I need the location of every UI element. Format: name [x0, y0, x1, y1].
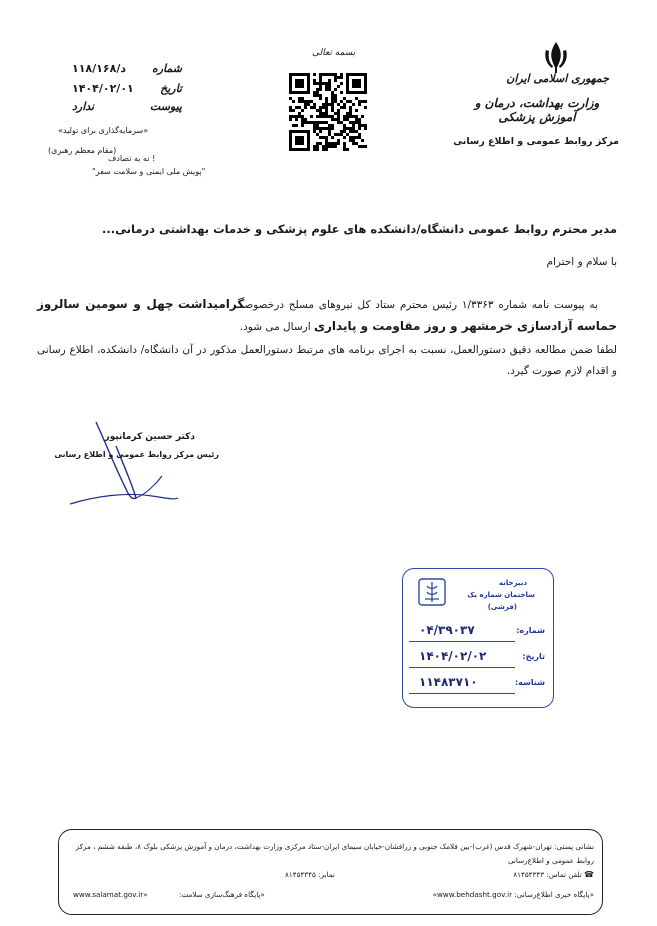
ministry-logo-icon [417, 577, 447, 607]
paragraph-request: لطفا ضمن مطالعه دقیق دستورالعمل، نسبت به اجرای برنامه های مرتبط دستورالعمل مذکور در آن دانشگاه/ دانشکده، اطلاع رسانی و اقدام لازم صورت گیرد. [37, 344, 617, 377]
footer-phone [513, 870, 594, 879]
stamp-date-value: ۱۴۰۴/۰۲/۰۲ [419, 649, 487, 663]
slogan-no-accident: ! نه به تصادف [108, 154, 156, 163]
letter-footer [58, 829, 603, 915]
letter-date [72, 82, 182, 95]
letter-attachment-value: ندارد [72, 100, 95, 113]
stamp-divider [409, 641, 515, 642]
iran-emblem-icon [540, 40, 572, 74]
paragraph-main [37, 294, 617, 338]
republic-title: جمهوری اسلامی ایران [506, 72, 609, 85]
stamp-id-label: شناسه: [514, 677, 545, 687]
stamp-date-label: تاریخ: [522, 651, 545, 661]
letter-date-value: ۱۴۰۴/۰۲/۰۱ [72, 82, 134, 95]
secretariat-stamp [402, 568, 554, 708]
paragraph-main-end: ارسال می شود. [239, 321, 311, 333]
letter-number-label: شماره [151, 62, 182, 75]
slogan-leader: (مقام معظم رهبری) [48, 146, 117, 155]
center-title: مرکز روابط عمومی و اطلاع رسانی [453, 136, 619, 147]
stamp-building: ساختمان شماره یک [467, 591, 535, 599]
phone-icon: ☎ [584, 870, 594, 879]
letter-number-value: د/۱۱۸/۱۶۸ [72, 62, 126, 75]
footer-news-site[interactable]: «پایگاه خبری اطلاع‌رسانی: www.behdasht.gov.ir» [432, 890, 594, 899]
signatory-name: دکتر حسین کرمانپور [104, 432, 195, 442]
footer-culture-url[interactable]: www.salamat.gov.ir» [73, 890, 148, 899]
stamp-id-row [419, 675, 545, 689]
stamp-number-label: شماره: [516, 625, 545, 635]
stamp-number-value: ۰۴/۳۹۰۳۷ [419, 623, 475, 637]
stamp-divider [409, 667, 515, 668]
stamp-farshi: (فرشی) [487, 603, 517, 611]
handwritten-signature [66, 414, 236, 514]
letter-attachment-label: پیوست [149, 100, 182, 113]
stamp-date-row [419, 649, 545, 663]
ministry-title: وزارت بهداشت، درمان و آموزش پزشکی [474, 96, 600, 124]
paragraph-main-subject: گرامیداشت چهل و سومین سالروز حماسه آزادسازی خرمشهر و روز مقاومت و پایداری [37, 297, 617, 333]
signatory-title: رئیس مرکز روابط عمومی و اطلاع رسانی [54, 450, 219, 459]
slogan-travel-safety: "پویش ملی ایمنی و سلامت سفر" [92, 167, 206, 176]
stamp-id-value: ۱۱۴۸۳۷۱۰ [419, 675, 478, 689]
footer-fax: نمابر: ۸۱۴۵۴۳۴۵ [285, 870, 335, 879]
slogan-investment: «سرمایه‌گذاری برای تولید» [58, 126, 149, 135]
letter-date-label: تاریخ [160, 82, 182, 95]
greeting: با سلام و احترام [546, 256, 617, 268]
stamp-number-row [419, 623, 545, 637]
stamp-divider [409, 693, 515, 694]
footer-culture-label: «پایگاه فرهنگ‌سازی سلامت: [179, 890, 265, 899]
letter-attachment [72, 100, 182, 113]
stamp-secretariat: دبیرخانه [499, 579, 527, 587]
paragraph-main-intro: به پیوست نامه شماره ۱/۳۳۶۳ رئیس محترم ستاد کل نیروهای مسلح درخصوص [244, 299, 598, 311]
footer-phone-text: تلفن تماس: ۸۱۴۵۴۳۴۳ [513, 870, 582, 879]
basmala: بسمه تعالی [312, 48, 356, 58]
letter-number [72, 62, 182, 75]
footer-address: نشانی پستی: تهران-شهرک قدس (غرب)-بین فلامک جنوبی و زرافشان-خیابان سیمای ایران-ستاد مرکزی وزارت بهداشت، درمان و آموزش پزشکی بلوک ۸، طبقه ششم ، مرکز روابط عمومی و اطلاع‌رسانی [75, 842, 594, 865]
recipient-line: مدیر محترم روابط عمومی دانشگاه/دانشکده های علوم پزشکی و خدمات بهداشتی درمانی... [101, 222, 617, 236]
qr-code-icon [289, 73, 367, 151]
